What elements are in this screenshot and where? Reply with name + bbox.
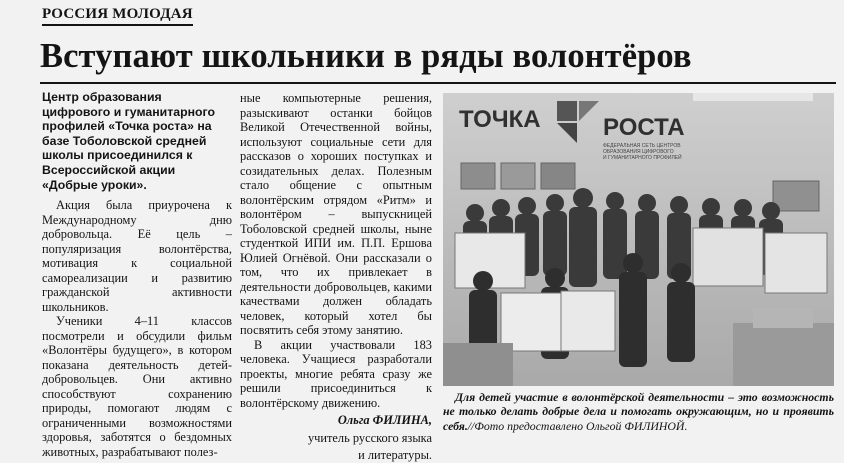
- svg-text:ОБРАЗОВАНИЯ ЦИФРОВОГО: ОБРАЗОВАНИЯ ЦИФРОВОГО: [603, 149, 674, 155]
- article-column-2: [240, 91, 432, 463]
- headline-divider: [40, 82, 836, 84]
- article-headline: Вступают школьники в ряды волонтёров: [40, 37, 692, 75]
- paragraph: ные компьютерные решения, разыскивают останки бойцов Великой Отечественной войны, используют социальные сети для рассказов о хороших поступках и созидательных делах. Полезным стало общение с опытным волонтёрским отрядом «Ритм» и волонтёром – выпускницей Тоболовской средней школы, ныне студенткой ИПИ им. П.П. Ершова Юлией Огнёвой. Они рассказали о том, что их привлекает в деятельности добровольцев, какими качествами должен обладать человек, который хотел бы посвятить себя этому занятию.: [240, 91, 432, 337]
- svg-text:ФЕДЕРАЛЬНАЯ СЕТЬ ЦЕНТРОВ: ФЕДЕРАЛЬНАЯ СЕТЬ ЦЕНТРОВ: [603, 143, 681, 149]
- article-photo: [443, 93, 834, 386]
- photo-caption: [443, 390, 834, 433]
- sign-text: РОСТА: [603, 114, 685, 141]
- paragraph: В акции участвовали 183 человека. Учащиеся разработали проекты, многие ребята сразу же решили присоединиться к волонтёрскому движению.: [240, 337, 432, 410]
- caption-text: Для детей участие в волонтёрской деятельности – это возможность не только делать добрые дела и помогать окружающим, но и проявить себя.: [443, 390, 834, 433]
- article-column-1: [42, 90, 232, 459]
- author-role: учитель русского языка: [307, 430, 432, 445]
- paragraph: Ученики 4–11 классов посмотрели и обсудили фильм «Волонтёры будущего», в котором показана деятельность детей-добровольцев. Они активно способствуют сохранению природы, помогают людям с ограниченными возможностями здоровья, заботятся о бездомных животных, разрабатывают полез-: [42, 314, 232, 459]
- photo-credit: //Фото предоставлено Ольгой ФИЛИНОЙ.: [467, 418, 688, 433]
- svg-text:И ГУМАНИТАРНОГО ПРОФИЛЕЙ: И ГУМАНИТАРНОГО ПРОФИЛЕЙ: [603, 155, 682, 161]
- section-rubric: РОССИЯ МОЛОДАЯ: [42, 6, 193, 26]
- article-lead: Центр образования цифрового и гуманитарного профилей «Точка роста» на базе Тоболовской средней школы присоединился к Всероссийской акции «Добрые уроки».: [42, 90, 216, 192]
- author-name: Ольга ФИЛИНА,: [337, 413, 432, 427]
- author-role: и литературы.: [358, 448, 432, 462]
- paragraph: Акция была приурочена к Международному дню добровольца. Её цель – популяризация волонтёрства, мотивация к социальной самореализации и развитию гражданской активности школьников.: [42, 198, 232, 314]
- sign-text: ТОЧКА: [459, 106, 541, 133]
